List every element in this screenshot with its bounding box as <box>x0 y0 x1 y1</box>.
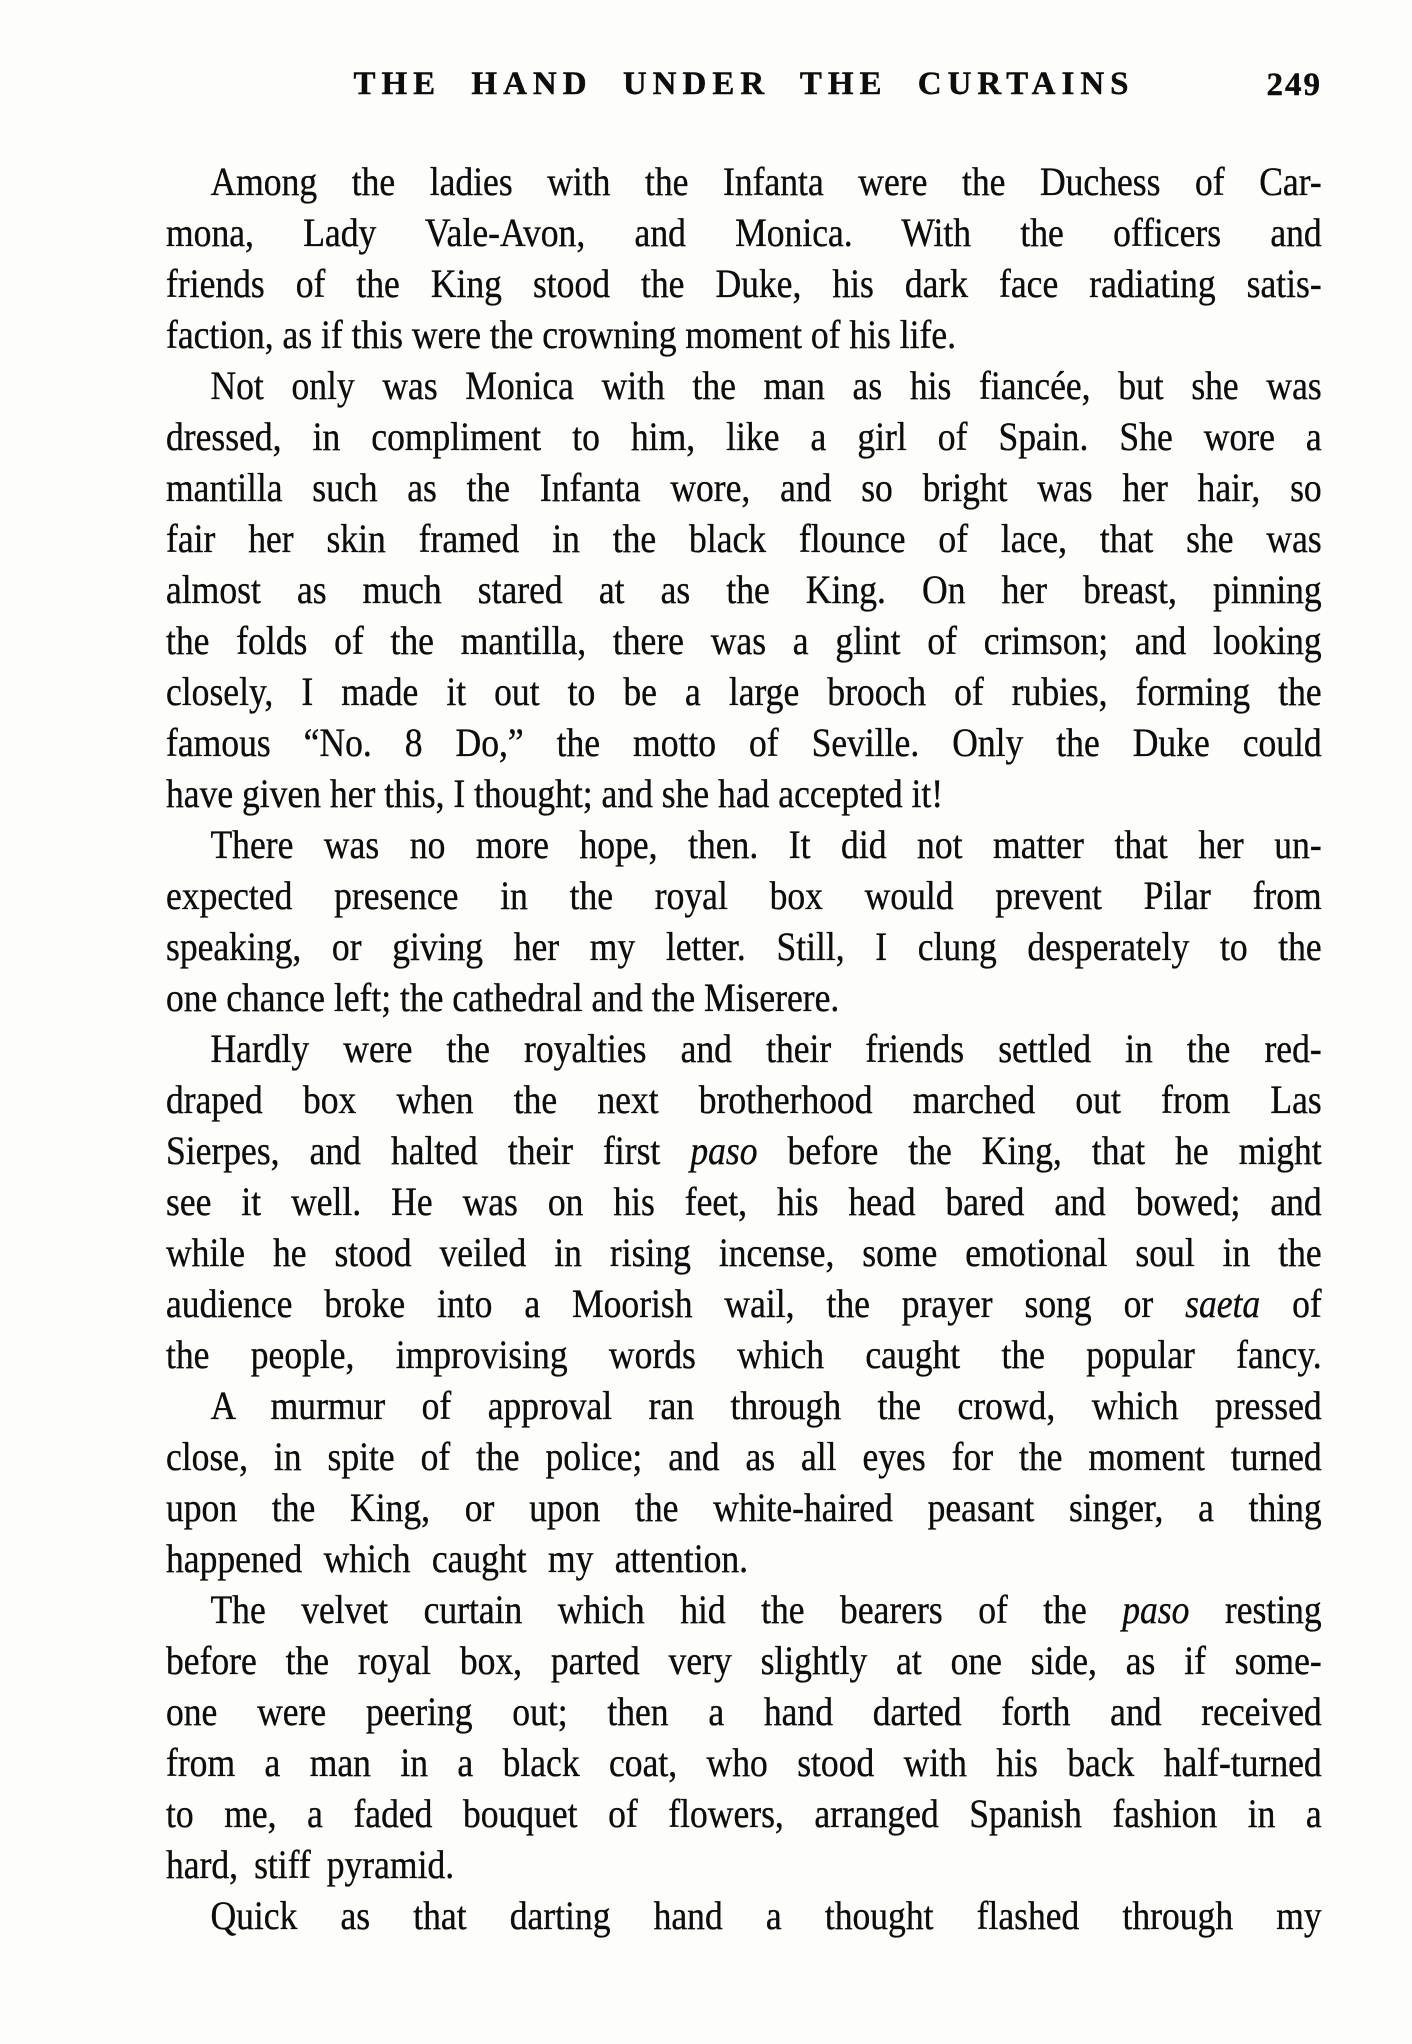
text-segment: close, in spite of the police; and as all eyes for the moment turned <box>166 1434 1322 1479</box>
text-line <box>166 1533 1322 1584</box>
text-line <box>166 360 1322 411</box>
text-segment: one chance left; the cathedral and the Miserere. <box>166 975 840 1020</box>
text-line <box>166 1380 1322 1431</box>
text-line <box>166 921 1322 972</box>
text-segment: friends of the King stood the Duke, his dark face radiating satis- <box>166 261 1322 306</box>
text-line <box>166 258 1322 309</box>
text-line <box>166 666 1322 717</box>
text-line <box>166 717 1322 768</box>
text-segment: before the royal box, parted very slightly at one side, as if some- <box>166 1638 1322 1683</box>
text-segment: The velvet curtain which hid the bearers of the <box>210 1587 1123 1632</box>
text-segment: fair her skin framed in the black flounce of lace, that she was <box>166 516 1322 561</box>
page-number: 249 <box>1266 67 1322 103</box>
text-line <box>166 156 1322 207</box>
text-segment: of <box>1260 1281 1322 1326</box>
text-segment: mona, Lady Vale-Avon, and Monica. With the officers and <box>166 210 1322 255</box>
text-line <box>166 768 1322 819</box>
text-line <box>166 1686 1322 1737</box>
text-line <box>166 462 1322 513</box>
text-line <box>166 1329 1322 1380</box>
text-segment: upon the King, or upon the white-haired peasant singer, a thing <box>166 1485 1322 1530</box>
text-segment: dressed, in compliment to him, like a girl of Spain. She wore a <box>166 414 1322 459</box>
running-title: THE HAND UNDER THE CURTAINS <box>353 66 1135 102</box>
text-segment: expected presence in the royal box would prevent Pilar from <box>166 873 1322 918</box>
text-line <box>166 870 1322 921</box>
text-segment: have given her this, I thought; and she had accepted it! <box>166 771 944 816</box>
text-segment: Among the ladies with the Infanta were the Duchess of Car- <box>210 159 1322 204</box>
text-segment: Hardly were the royalties and their friends settled in the red- <box>210 1026 1322 1071</box>
text-segment: audience broke into a Moorish wail, the prayer song or <box>166 1281 1186 1326</box>
text-segment: A murmur of approval ran through the crowd, which pressed <box>210 1383 1322 1428</box>
text-line <box>166 1584 1322 1635</box>
text-segment: mantilla such as the Infanta wore, and so bright was her hair, so <box>166 465 1322 510</box>
text-line <box>166 411 1322 462</box>
text-line <box>166 564 1322 615</box>
text-segment: Quick as that darting hand a thought flashed through my <box>210 1893 1322 1938</box>
text-line <box>166 1788 1322 1839</box>
text-segment: see it well. He was on his feet, his head bared and bowed; and <box>166 1179 1322 1224</box>
text-segment: closely, I made it out to be a large brooch of rubies, forming the <box>166 669 1322 714</box>
text-line <box>166 1737 1322 1788</box>
text-line <box>166 1278 1322 1329</box>
text-line <box>166 309 1322 360</box>
text-segment: while he stood veiled in rising incense, some emotional soul in the <box>166 1230 1322 1275</box>
text-segment: There was no more hope, then. It did not matter that her un- <box>210 822 1322 867</box>
text-segment: from a man in a black coat, who stood with his back half-turned <box>166 1740 1322 1785</box>
text-line <box>166 1482 1322 1533</box>
italic-text: saeta <box>1185 1281 1261 1326</box>
text-line <box>166 819 1322 870</box>
italic-text: paso <box>1122 1587 1190 1632</box>
text-segment: speaking, or giving her my letter. Still, I clung desperately to the <box>166 924 1322 969</box>
text-segment: draped box when the next brotherhood marched out from Las <box>166 1077 1322 1122</box>
text-segment: happened which caught my attention. <box>166 1536 749 1581</box>
text-line <box>166 1890 1322 1941</box>
text-segment: almost as much stared at as the King. On her breast, pinning <box>166 567 1322 612</box>
text-line <box>166 1635 1322 1686</box>
text-line <box>166 972 1322 1023</box>
page-header <box>166 66 1322 112</box>
text-segment: faction, as if this were the crowning moment of his life. <box>166 312 957 357</box>
text-line <box>166 1431 1322 1482</box>
text-segment: hard, stiff pyramid. <box>166 1842 455 1887</box>
text-line <box>166 207 1322 258</box>
text-line <box>166 1125 1322 1176</box>
text-segment: Not only was Monica with the man as his fiancée, but she was <box>210 363 1322 408</box>
text-line <box>166 615 1322 666</box>
text-line <box>166 1227 1322 1278</box>
page-body <box>166 156 1322 1941</box>
text-segment: before the King, that he might <box>757 1128 1322 1173</box>
text-segment: one were peering out; then a hand darted forth and received <box>166 1689 1322 1734</box>
text-segment: the people, improvising words which caught the popular fancy. <box>166 1332 1322 1377</box>
text-line <box>166 1176 1322 1227</box>
text-segment: resting <box>1189 1587 1322 1632</box>
italic-text: paso <box>690 1128 758 1173</box>
text-line <box>166 513 1322 564</box>
text-line <box>166 1023 1322 1074</box>
text-segment: Sierpes, and halted their first <box>166 1128 691 1173</box>
text-line <box>166 1074 1322 1125</box>
text-line <box>166 1839 1322 1890</box>
text-segment: to me, a faded bouquet of flowers, arranged Spanish fashion in a <box>166 1791 1322 1836</box>
text-segment: famous “No. 8 Do,” the motto of Seville. Only the Duke could <box>166 720 1322 765</box>
text-segment: the folds of the mantilla, there was a glint of crimson; and looking <box>166 618 1322 663</box>
